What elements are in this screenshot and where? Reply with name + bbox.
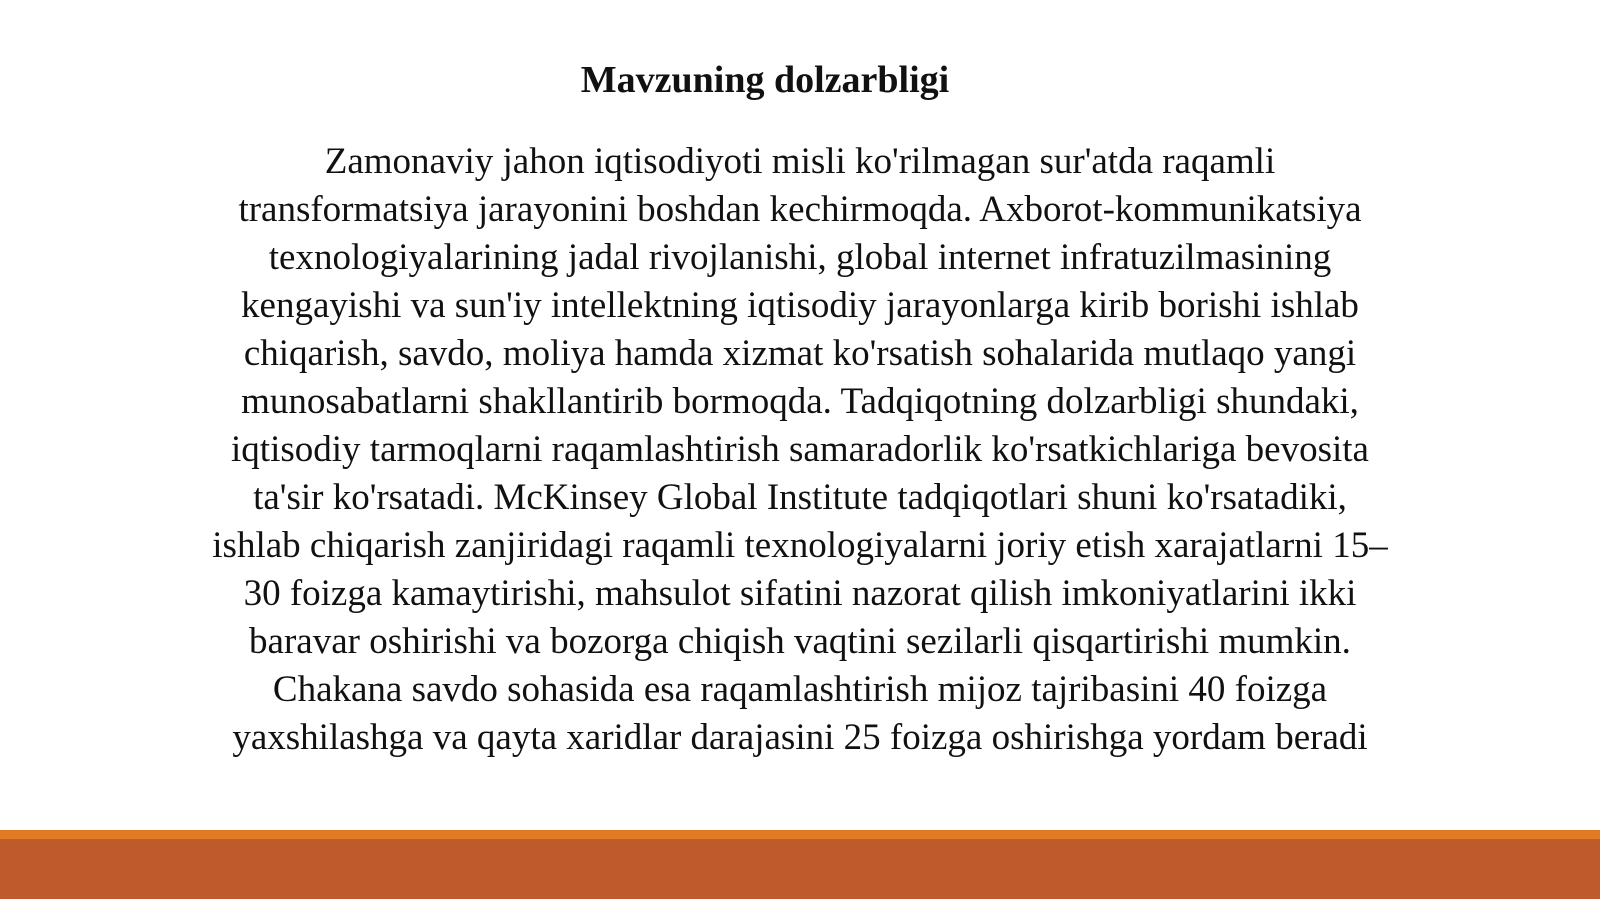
footer-main-bar xyxy=(0,839,1600,899)
body-line: baravar oshirishi va bozorga chiqish vaqtini sezilarli qisqartirishi mumkin. xyxy=(249,621,1351,662)
body-line: kengayishi va sun'iy intellektning iqtisodiy jarayonlarga kirib borishi ishlab xyxy=(241,285,1359,326)
footer-band xyxy=(0,830,1600,899)
body-line: ta'sir ko'rsatadi. McKinsey Global Institute tadqiqotlari shuni ko'rsatadiki, xyxy=(253,477,1347,518)
body-line: yaxshilashga va qayta xaridlar darajasini 25 foizga oshirishga yordam beradi xyxy=(232,717,1368,758)
body-line: transformatsiya jarayonini boshdan kechirmoqda. Axborot-kommunikatsiya xyxy=(238,189,1362,230)
body-line: Chakana savdo sohasida esa raqamlashtirish mijoz tajribasini 40 foizga xyxy=(272,669,1328,710)
body-line: chiqarish, savdo, moliya hamda xizmat ko'rsatish sohalarida mutlaqo yangi xyxy=(243,333,1357,374)
slide-title: Mavzuning dolzarbligi xyxy=(580,59,950,101)
footer-accent-stripe xyxy=(0,830,1600,839)
body-line: Zamonaviy jahon iqtisodiyoti misli ko'rilmagan sur'atda raqamli xyxy=(324,141,1276,182)
slide-body-text xyxy=(150,138,1450,762)
body-line: texnologiyalarining jadal rivojlanishi, global internet infratuzilmasining xyxy=(268,237,1332,278)
body-line: iqtisodiy tarmoqlarni raqamlashtirish samaradorlik ko'rsatkichlariga bevosita xyxy=(231,429,1369,470)
body-line: ishlab chiqarish zanjiridagi raqamli texnologiyalarni joriy etish xarajatlarni 15– xyxy=(212,525,1388,566)
body-line: munosabatlarni shakllantirib bormoqda. Tadqiqotning dolzarbligi shundaki, xyxy=(241,381,1359,422)
body-line: 30 foizga kamaytirishi, mahsulot sifatini nazorat qilish imkoniyatlarini ikki xyxy=(243,573,1357,614)
